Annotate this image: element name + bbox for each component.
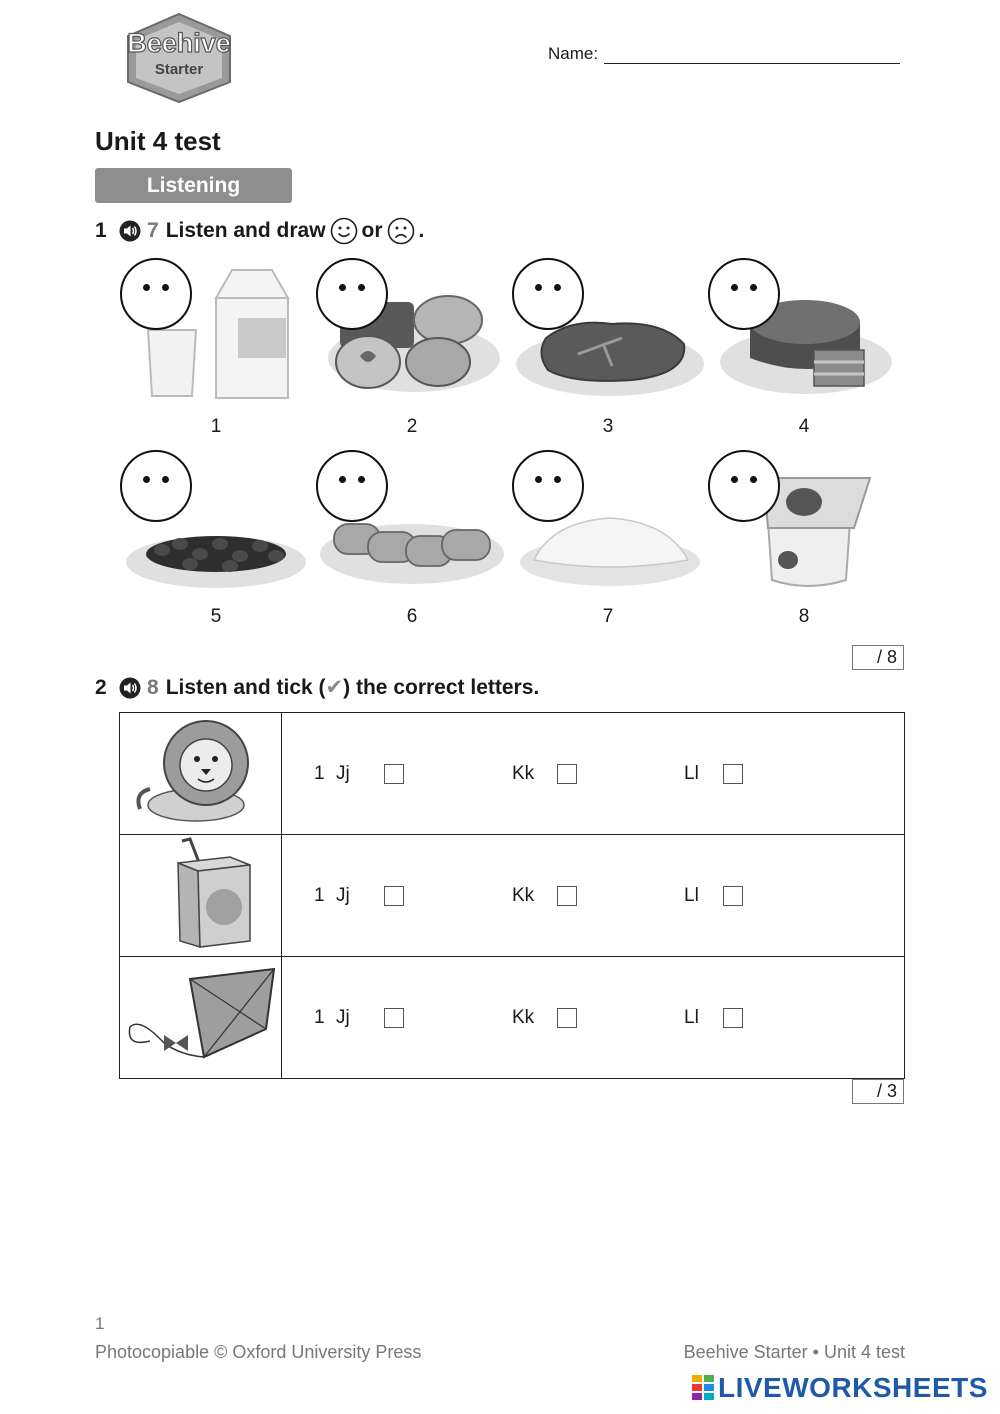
item-label: 1 — [210, 416, 222, 437]
name-field — [548, 44, 900, 64]
checkbox-jj[interactable] — [384, 886, 404, 906]
section-heading: Listening — [95, 168, 292, 203]
copyright-text: Photocopiable © Oxford University Press — [95, 1342, 422, 1362]
checkbox-ll[interactable] — [723, 886, 743, 906]
row-image — [120, 835, 282, 957]
option-label: Kk — [512, 1006, 535, 1028]
q1-number: 1 — [95, 219, 107, 242]
lion-icon — [120, 713, 280, 829]
q1-end: . — [418, 219, 425, 242]
question-number: 1 — [314, 762, 325, 784]
face-drawing-area[interactable] — [512, 450, 584, 522]
table-row — [120, 957, 905, 1079]
options-cell — [282, 957, 905, 1079]
liveworksheets-icon — [692, 1375, 714, 1401]
beehive-logo — [112, 12, 247, 104]
footer-title: Beehive Starter • Unit 4 test — [683, 1342, 905, 1362]
q2-instruction-a: Listen and tick ( — [165, 675, 326, 699]
item-label: 3 — [602, 416, 614, 437]
name-label: Name: — [548, 44, 599, 63]
checkbox-kk[interactable] — [557, 764, 577, 784]
face-drawing-area[interactable] — [316, 258, 388, 330]
item-label: 4 — [798, 416, 810, 437]
q1-item-5 — [120, 450, 316, 625]
checkbox-ll[interactable] — [723, 764, 743, 784]
audio-icon — [119, 677, 141, 699]
options-cell — [282, 713, 905, 835]
q1-item-4 — [708, 258, 904, 433]
face-drawing-area[interactable] — [708, 258, 780, 330]
juice-box-icon — [120, 835, 280, 951]
checkbox-kk[interactable] — [557, 886, 577, 906]
face-drawing-area[interactable] — [120, 258, 192, 330]
item-label: 2 — [406, 416, 418, 437]
logo-line2: Starter — [154, 61, 204, 78]
logo-line1: Beehive — [127, 28, 231, 58]
audio-icon — [119, 220, 141, 242]
q1-item-6 — [316, 450, 512, 625]
q1-item-7 — [512, 450, 708, 625]
option-label: Ll — [684, 1006, 699, 1028]
checkbox-jj[interactable] — [384, 1008, 404, 1028]
option-label: Ll — [684, 762, 699, 784]
option-label: Jj — [336, 884, 350, 906]
q1-or: or — [361, 219, 383, 242]
name-line[interactable] — [604, 46, 900, 64]
item-label: 7 — [602, 606, 614, 627]
tick-table — [119, 712, 905, 1079]
option-label: Jj — [336, 762, 350, 784]
q2-heading — [95, 675, 539, 700]
q1-instruction: Listen and draw — [165, 219, 326, 242]
row-image — [120, 957, 282, 1079]
row-image — [120, 713, 282, 835]
q2-score-box[interactable]: / 3 — [852, 1079, 904, 1104]
kite-icon — [120, 957, 280, 1073]
q1-item-1 — [120, 258, 316, 433]
option-label: Kk — [512, 762, 535, 784]
checkbox-kk[interactable] — [557, 1008, 577, 1028]
checkbox-ll[interactable] — [723, 1008, 743, 1028]
sad-face-icon — [387, 217, 415, 245]
q2-track: 8 — [147, 675, 159, 699]
item-label: 5 — [210, 606, 222, 627]
q1-item-3 — [512, 258, 708, 433]
face-drawing-area[interactable] — [316, 450, 388, 522]
q1-score-box[interactable]: / 8 — [852, 645, 904, 670]
tick-icon: ✔ — [325, 676, 344, 699]
option-label: Kk — [512, 884, 535, 906]
table-row — [120, 835, 905, 957]
question-number: 1 — [314, 884, 325, 906]
q1-track: 7 — [147, 219, 159, 242]
q1-heading — [95, 217, 424, 245]
item-label: 8 — [798, 606, 810, 627]
checkbox-jj[interactable] — [384, 764, 404, 784]
q1-item-2 — [316, 258, 512, 433]
happy-face-icon — [330, 217, 358, 245]
q2-instruction-b: ) the correct letters. — [343, 675, 540, 699]
face-drawing-area[interactable] — [708, 450, 780, 522]
item-label: 6 — [406, 606, 418, 627]
face-drawing-area[interactable] — [120, 450, 192, 522]
q1-item-8 — [708, 450, 904, 625]
liveworksheets-text: LIVEWORKSHEETS — [718, 1372, 988, 1403]
q2-number: 2 — [95, 675, 107, 699]
face-drawing-area[interactable] — [512, 258, 584, 330]
question-number: 1 — [314, 1006, 325, 1028]
table-row — [120, 713, 905, 835]
option-label: Jj — [336, 1006, 350, 1028]
page-number: 1 — [95, 1314, 105, 1333]
liveworksheets-logo — [692, 1372, 988, 1404]
option-label: Ll — [684, 884, 699, 906]
options-cell — [282, 835, 905, 957]
page-title: Unit 4 test — [95, 126, 221, 156]
